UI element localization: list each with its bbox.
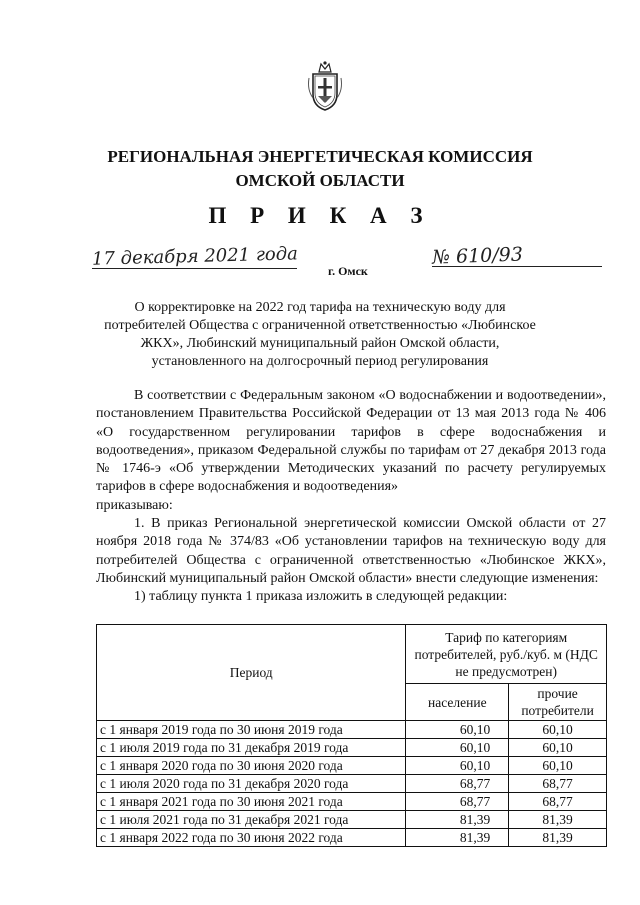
city-label: г. Омск bbox=[328, 264, 368, 278]
period-cell: с 1 января 2020 года по 30 июня 2020 года bbox=[97, 757, 406, 775]
table-row bbox=[97, 793, 607, 811]
table-row bbox=[97, 721, 607, 739]
population-tariff-cell: 81,39 bbox=[406, 811, 509, 829]
table-row bbox=[97, 739, 607, 757]
period-cell: с 1 июля 2020 года по 31 декабря 2020 года bbox=[97, 775, 406, 793]
period-cell: с 1 января 2021 года по 30 июня 2021 года bbox=[97, 793, 406, 811]
order-body bbox=[96, 387, 606, 607]
other-tariff-cell: 68,77 bbox=[509, 793, 607, 811]
period-cell: с 1 января 2022 года по 30 июня 2022 года bbox=[97, 829, 406, 847]
organization-name bbox=[0, 145, 640, 193]
handwritten-order-number: № 610/93 bbox=[431, 243, 524, 269]
table-row bbox=[97, 811, 607, 829]
table-header-row bbox=[97, 625, 607, 684]
period-cell: с 1 января 2019 года по 30 июня 2019 года bbox=[97, 721, 406, 739]
table-row bbox=[97, 829, 607, 847]
coat-of-arms-icon bbox=[305, 60, 345, 112]
period-cell: с 1 июля 2019 года по 31 декабря 2019 года bbox=[97, 739, 406, 757]
order-subject: О корректировке на 2022 год тарифа на техническую воду для потребителей Общества с ограниченной ответственностью «Любинское ЖКХ», Любинский муниципальный район Омской области, установленного на долгосрочный период регулирования bbox=[104, 300, 536, 369]
other-tariff-cell: 60,10 bbox=[509, 757, 607, 775]
tariff-table bbox=[96, 624, 607, 847]
preamble-conclusion: приказываю: bbox=[96, 497, 173, 513]
population-tariff-cell: 60,10 bbox=[406, 721, 509, 739]
handwritten-date: 17 декабря 2021 года bbox=[91, 243, 299, 270]
header-tariff: Тариф по категориям потребителей, руб./куб. м (НДС не предусмотрен) bbox=[406, 625, 607, 684]
item-1-subitem-1: 1) таблицу пункта 1 приказа изложить в следующей редакции: bbox=[134, 589, 508, 605]
other-tariff-cell: 60,10 bbox=[509, 721, 607, 739]
document-title: П Р И К А З bbox=[208, 203, 432, 228]
organization-name-line2: ОМСКОЙ ОБЛАСТИ bbox=[235, 171, 405, 190]
population-tariff-cell: 60,10 bbox=[406, 739, 509, 757]
population-tariff-cell: 68,77 bbox=[406, 793, 509, 811]
table-row bbox=[97, 757, 607, 775]
other-tariff-cell: 68,77 bbox=[509, 775, 607, 793]
other-tariff-cell: 60,10 bbox=[509, 739, 607, 757]
number-underline bbox=[432, 266, 602, 267]
population-tariff-cell: 68,77 bbox=[406, 775, 509, 793]
population-tariff-cell: 60,10 bbox=[406, 757, 509, 775]
organization-name-line1: РЕГИОНАЛЬНАЯ ЭНЕРГЕТИЧЕСКАЯ КОМИССИЯ bbox=[107, 147, 533, 166]
period-cell: с 1 июля 2021 года по 31 декабря 2021 года bbox=[97, 811, 406, 829]
population-tariff-cell: 81,39 bbox=[406, 829, 509, 847]
other-tariff-cell: 81,39 bbox=[509, 829, 607, 847]
header-population: население bbox=[406, 684, 509, 721]
other-tariff-cell: 81,39 bbox=[509, 811, 607, 829]
header-period: Период bbox=[97, 625, 406, 721]
item-1-paragraph: 1. В приказ Региональной энергетической комиссии Омской области от 27 ноября 2018 года № 374/83 «Об установлении тарифов на техническую воду для потребителей Общества с ограниченной ответственностью «Любинское ЖКХ», Любинский муниципальный район Омской области» внести следующие изменения: bbox=[96, 516, 606, 586]
header-other-consumers: прочие потребители bbox=[509, 684, 607, 721]
preamble-paragraph: В соответствии с Федеральным законом «О водоснабжении и водоотведении», постановлением Правительства Российской Федерации от 13 мая 2013 года № 406 «О государственном регулировании тарифов в сфере водоснабжения и водоотведения», приказом Федеральной службы по тарифам от 27 декабря 2013 года № 1746-э «Об утверждении Методических указаний по расчету регулируемых тарифов в сфере водоснабжения и водоотведения» bbox=[96, 388, 606, 495]
table-row bbox=[97, 775, 607, 793]
date-underline bbox=[92, 268, 297, 269]
